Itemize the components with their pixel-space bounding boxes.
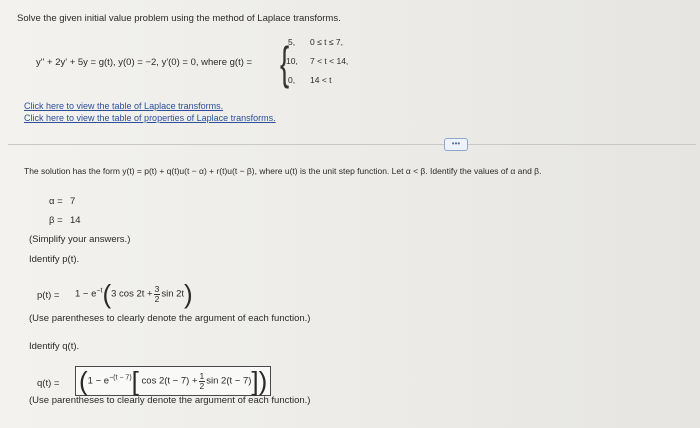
problem-instruction: Solve the given initial value problem using the method of Laplace transforms. [17, 13, 341, 24]
q-parentheses-note: (Use parentheses to clearly denote the argument of each function.) [29, 395, 311, 406]
expand-more-button[interactable]: ••• [444, 138, 468, 151]
q-inner-open-bracket: [ [131, 366, 139, 396]
case-3-condition: 14 < t [310, 75, 332, 85]
q-close-brackets: ]) [251, 366, 268, 396]
q-prefix: 1 − e [87, 375, 110, 387]
alpha-answer[interactable]: 7 [70, 196, 76, 207]
p-fraction: $\frac{3}{2}$ [154, 283, 160, 304]
identify-p-prompt: Identify p(t). [29, 254, 80, 265]
beta-label: β = [49, 215, 63, 226]
p-answer[interactable] [75, 279, 193, 309]
case-2-condition: 7 < t < 14, [310, 56, 349, 66]
alpha-label: α = [49, 196, 63, 207]
p-close-paren: ) [184, 279, 193, 309]
ode-equation: y'' + 2y' + 5y = g(t), y(0) = −2, y'(0) = 0, where g(t) = [36, 57, 253, 68]
laplace-table-link[interactable]: Click here to view the table of Laplace transforms. [24, 101, 224, 111]
q-open-bracket: ( [79, 366, 88, 396]
case-1-value: 5, [288, 37, 296, 47]
beta-answer[interactable]: 14 [70, 215, 81, 226]
section-divider [8, 144, 696, 145]
q-fraction: $\frac{1}{2}$ [199, 370, 205, 391]
p-prefix: 1 − e [75, 288, 97, 300]
identify-q-prompt: Identify q(t). [29, 341, 80, 352]
case-1-condition: 0 ≤ t ≤ 7, [310, 37, 343, 47]
p-open-paren: ( [102, 279, 112, 309]
q-inner-b: sin 2(t − 7) [206, 375, 252, 387]
case-2-value: 10, [286, 56, 298, 66]
p-exponent: −t [96, 287, 103, 295]
p-label: p(t) = [37, 290, 60, 301]
q-exponent: −(t − 7) [109, 374, 132, 382]
case-3-value: 0, [288, 75, 296, 85]
p-parentheses-note: (Use parentheses to clearly denote the argument of each function.) [29, 313, 311, 324]
p-inner-a: 3 cos 2t + [111, 288, 153, 300]
q-label: q(t) = [37, 378, 60, 389]
q-answer-box[interactable] [75, 366, 271, 396]
simplify-note: (Simplify your answers.) [29, 234, 131, 245]
solution-form-text: The solution has the form y(t) = p(t) + q(t)u(t − α) + r(t)u(t − β), where u(t) is the unit step function. Let α < β. Identify the values of α and β. [24, 166, 542, 176]
piecewise-brace: { [280, 37, 290, 89]
properties-table-link[interactable]: Click here to view the table of properties of Laplace transforms. [24, 113, 276, 123]
q-inner-a: cos 2(t − 7) + [141, 375, 198, 387]
p-inner-b: sin 2t [161, 288, 185, 300]
